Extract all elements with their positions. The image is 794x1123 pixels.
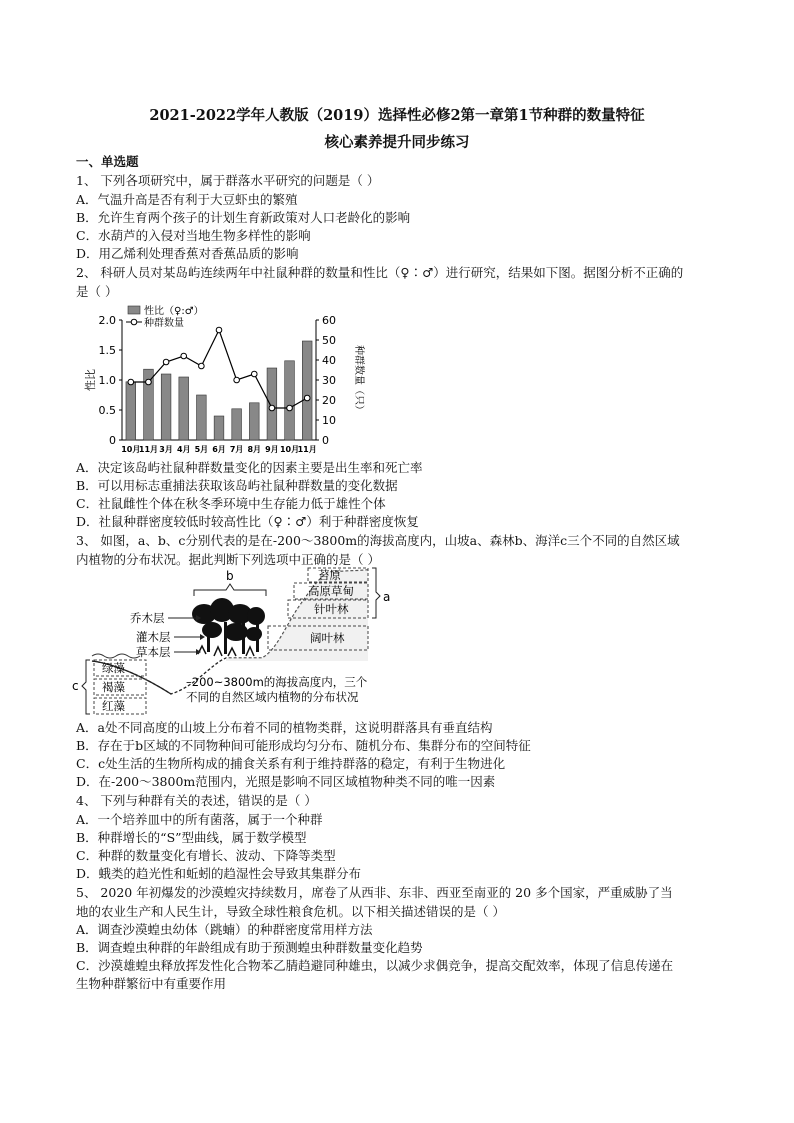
- q1-option-b: B．允许生育两个孩子的计划生育新政策对人口老龄化的影响: [76, 210, 411, 225]
- sex-ratio-bar: [197, 395, 207, 440]
- population-point: [287, 405, 293, 411]
- y2-tick-label: 20: [322, 394, 336, 407]
- sex-ratio-bar: [285, 361, 295, 440]
- q4-option-a: A．一个培养皿中的所有菌落，属于一个种群: [76, 812, 323, 827]
- page-title: 2021-2022学年人教版（2019）选择性必修2第一章第1节种群的数量特征: [149, 107, 645, 124]
- section-heading: 一、单选题: [76, 154, 139, 169]
- q1-option-d: D．用乙烯利处理香蕉对香蕉品质的影响: [76, 246, 299, 261]
- x-tick-label: 4月: [176, 445, 191, 454]
- x-tick-label: 8月: [247, 445, 262, 454]
- label-c: c: [72, 679, 79, 693]
- q2-option-c: C．社鼠雌性个体在秋冬季环境中生存能力低于雄性个体: [76, 496, 386, 511]
- label-conifer: 针叶林: [314, 602, 349, 616]
- diagram-caption-line2: 不同的自然区域内植物的分布状况: [186, 690, 359, 704]
- population-point: [199, 363, 205, 369]
- population-line: [131, 330, 307, 408]
- q3-stem-line1: 3、 如图，a、b、c分别代表的是在-200～3800m的海拔高度内，山坡a、森林b、海洋c三个不同的自然区域: [76, 533, 680, 548]
- q3-option-b: B．存在于b区域的不同物种间可能形成均匀分布、随机分布、集群分布的空间特征: [76, 738, 531, 753]
- label-arbor: 乔木层: [130, 611, 165, 625]
- population-point: [304, 395, 310, 401]
- q1-option-c: C．水葫芦的入侵对当地生物多样性的影响: [76, 228, 311, 243]
- y2-tick-label: 30: [322, 374, 336, 387]
- x-tick-label: 5月: [194, 445, 209, 454]
- label-meadow: 高原草甸: [308, 584, 354, 598]
- q3-option-a: A．a处不同高度的山坡上分布着不同的植物类群，这说明群落具有垂直结构: [76, 720, 493, 735]
- label-a: a: [383, 590, 391, 604]
- x-tick-label: 9月: [265, 445, 279, 454]
- y-tick-label: 1.5: [98, 344, 116, 357]
- population-point: [128, 379, 134, 385]
- population-point: [251, 371, 257, 377]
- label-brown-algae: 褐藻: [102, 680, 125, 694]
- y2-axis-title: 种群数量（只）: [353, 345, 364, 415]
- legend-bar-swatch: [128, 306, 140, 314]
- vegetation-diagram: [72, 566, 406, 718]
- y-tick-label: 2.0: [98, 314, 116, 327]
- q3-stem-line2: 内植物的分布状况。据此判断下列选项中正确的是（ ）: [76, 552, 380, 567]
- q5-stem-line2: 地的农业生产和人民生计，导致全球性粮食危机。以下相关描述错误的是（ ）: [76, 904, 505, 919]
- x-tick-label: 11月: [297, 445, 317, 454]
- q2-option-b: B．可以用标志重捕法获取该岛屿社鼠种群数量的变化数据: [76, 478, 398, 493]
- sex-ratio-bar: [267, 368, 277, 440]
- y2-tick-label: 10: [322, 414, 336, 427]
- q3-option-c: C．c处生活的生物所构成的捕食关系有利于维持群落的稳定，有利于生物进化: [76, 756, 506, 771]
- sex-ratio-bar: [161, 374, 171, 440]
- q2-option-d: D．社鼠种群密度较低时较高性比（♀∶♂）利于种群密度恢复: [76, 514, 419, 529]
- population-point: [146, 379, 152, 385]
- x-tick-label: 10月: [121, 445, 141, 454]
- y2-tick-label: 50: [322, 334, 336, 347]
- q1-stem: 1、 下列各项研究中，属于群落水平研究的问题是（ ）: [76, 173, 380, 188]
- y2-tick-label: 60: [322, 314, 336, 327]
- sex-ratio-bar: [126, 382, 136, 440]
- q4-stem: 4、 下列与种群有关的表述，错误的是（ ）: [76, 793, 317, 808]
- label-herb: 草本层: [136, 645, 171, 659]
- sex-ratio-bar: [179, 377, 189, 440]
- sex-ratio-bar: [302, 341, 312, 440]
- q4-option-d: D．蛾类的趋光性和蚯蚓的趋湿性会导致其集群分布: [76, 866, 362, 881]
- population-point: [234, 377, 240, 383]
- legend-line-marker: [131, 319, 137, 325]
- x-tick-label: 10月: [279, 445, 300, 454]
- y2-tick-label: 40: [322, 354, 336, 367]
- q5-option-a: A．调查沙漠蝗虫幼体（跳蝻）的种群密度常用样方法: [76, 922, 373, 937]
- y-axis-title: 性比: [84, 369, 97, 391]
- sex-ratio-bar: [232, 409, 242, 440]
- y-tick-label: 1.0: [98, 374, 116, 387]
- q2-stem-line2: 是（ ）: [76, 284, 118, 299]
- legend-line-label: 种群数量: [144, 318, 184, 329]
- q5-option-c-cont: 生物种群繁衍中有重要作用: [76, 976, 227, 991]
- q5-option-c: C．沙漠雄蝗虫释放挥发性化合物苯乙腈趋避同种雄虫，以减少求偶竞争，提高交配效率，体现了信息传递在: [76, 958, 674, 973]
- label-b: b: [226, 569, 234, 583]
- x-tick-label: 7月: [229, 445, 244, 454]
- q5-option-b: B．调查蝗虫种群的年龄组成有助于预测蝗虫种群数量变化趋势: [76, 940, 423, 955]
- q2-option-a: A．决定该岛屿社鼠种群数量变化的因素主要是出生率和死亡率: [76, 460, 423, 475]
- q1-option-a: A．气温升高是否有利于大豆虾虫的繁殖: [76, 192, 298, 207]
- label-broadleaf: 阔叶林: [310, 631, 345, 645]
- q4-option-b: B．种群增长的“S”型曲线，属于数学模型: [76, 830, 307, 845]
- x-tick-label: 11月: [138, 445, 159, 454]
- diagram-caption-line1: –200~3800m的海拔高度内，三个: [186, 675, 368, 689]
- label-shrub: 灌木层: [136, 630, 171, 644]
- page-subtitle: 核心素养提升同步练习: [324, 134, 470, 151]
- label-red-algae: 红藻: [102, 699, 125, 713]
- label-moss: 苔原: [318, 568, 341, 582]
- q4-option-c: C．种群的数量变化有增长、波动、下降等类型: [76, 848, 336, 863]
- legend-bar-label: 性比（♀:♂）: [144, 306, 204, 317]
- sex-ratio-bar: [249, 403, 259, 440]
- population-chart: [76, 300, 366, 458]
- population-point: [269, 405, 275, 411]
- q5-stem-line1: 5、 2020 年初爆发的沙漠蝗灾持续数月，席卷了从西非、东非、西亚至南亚的 20 多个国家，严重威胁了当: [76, 885, 673, 900]
- forest-trees-icon: [192, 598, 265, 656]
- x-tick-label: 6月: [212, 445, 226, 454]
- y-tick-label: 0.5: [98, 404, 116, 417]
- q2-stem-line1: 2、 科研人员对某岛屿连续两年中社鼠种群的数量和性比（♀∶♂）进行研究，结果如下图。据图分析不正确的: [76, 265, 684, 280]
- y-tick-label: 0: [109, 434, 116, 447]
- population-point: [216, 327, 222, 333]
- y2-tick-label: 0: [322, 434, 329, 447]
- label-green-algae: 绿藻: [102, 661, 125, 675]
- x-tick-label: 3月: [159, 445, 173, 454]
- q3-option-d: D．在-200～3800m范围内，光照是影响不同区域植物种类不同的唯一因素: [76, 774, 496, 789]
- population-point: [181, 353, 187, 359]
- population-point: [163, 359, 169, 365]
- sex-ratio-bar: [214, 416, 224, 440]
